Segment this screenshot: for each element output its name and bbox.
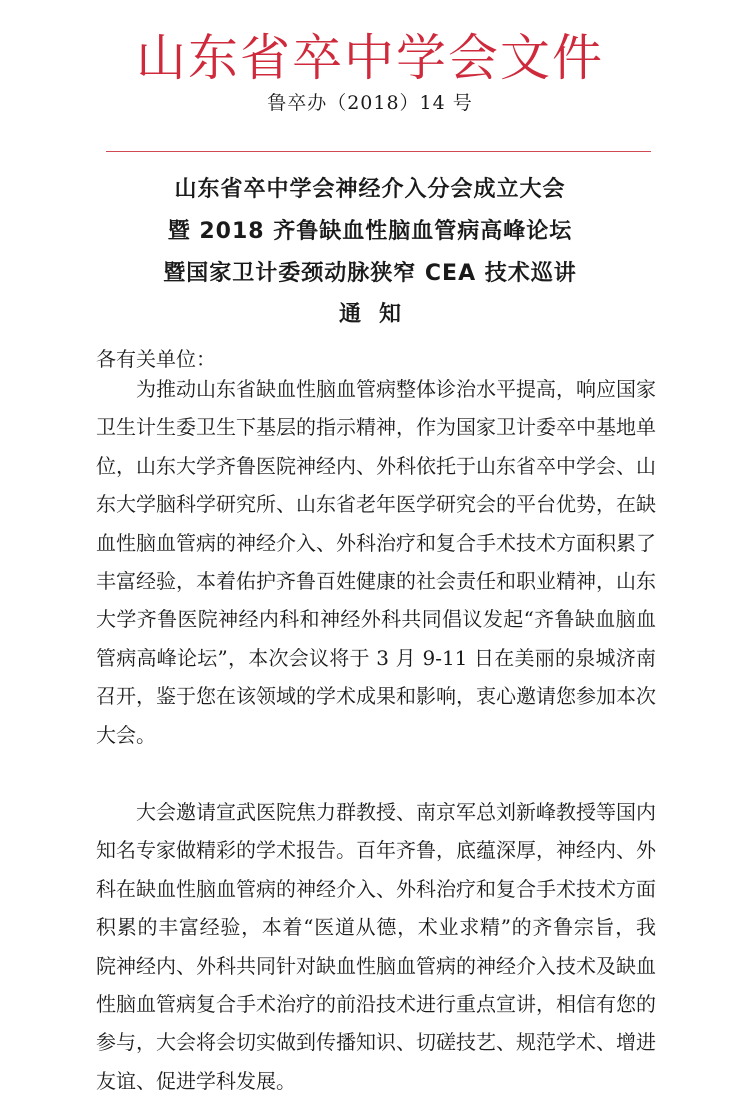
body-paragraph-1: 为推动山东省缺血性脑血管病整体诊治水平提高，响应国家卫生计生委卫生下基层的指示精神，作为国家卫计委卒中基地单位，山东大学齐鲁医院神经内、外科依托于山东省卒中学会、山东大学脑科学研究所、山东省老年医学研究会的平台优势，在缺血性脑血管病的神经介入、外科治疗和复合手术技术方面积累了丰富经验，本着佑护齐鲁百姓健康的社会责任和职业精神，山东大学齐鲁医院神经内科和神经外科共同倡议发起“齐鲁缺血脑血管病高峰论坛”，本次会议将于 3 月 9-11 日在美丽的泉城济南召开，鉴于您在该领域的学术成果和影响，衷心邀请您参加本次大会。 [96, 377, 656, 747]
notice-title-line-3: 暨国家卫计委颈动脉狭窄 CEA 技术巡讲 [163, 261, 577, 286]
salutation: 各有关单位： [96, 347, 216, 371]
notice-title-line-1: 山东省卒中学会神经介入分会成立大会 [174, 177, 566, 202]
org-document-title: 山东省卒中学会文件 [136, 29, 604, 87]
notice-title-line-4: 通知 [338, 302, 419, 327]
body-paragraph-2: 大会邀请宣武医院焦力群教授、南京军总刘新峰教授等国内知名专家做精彩的学术报告。百年齐鲁，底蕴深厚，神经内、外科在缺血性脑血管病的神经介入、外科治疗和复合手术技术方面积累的丰富经验，本着“医道从德，术业求精”的齐鲁宗旨，我院神经内、外科共同针对缺血性脑血管病的神经介入技术及缺血性脑血管病复合手术治疗的前沿技术进行重点宣讲，相信有您的参与，大会将会切实做到传播知识、切磋技艺、规范学术、增进友谊、促进学科发展。 [96, 800, 656, 1093]
red-divider-rule [106, 151, 651, 152]
document-number: 鲁卒办（2018）14 号 [267, 92, 473, 114]
notice-title-line-2: 暨 2018 齐鲁缺血性脑血管病高峰论坛 [167, 219, 573, 244]
